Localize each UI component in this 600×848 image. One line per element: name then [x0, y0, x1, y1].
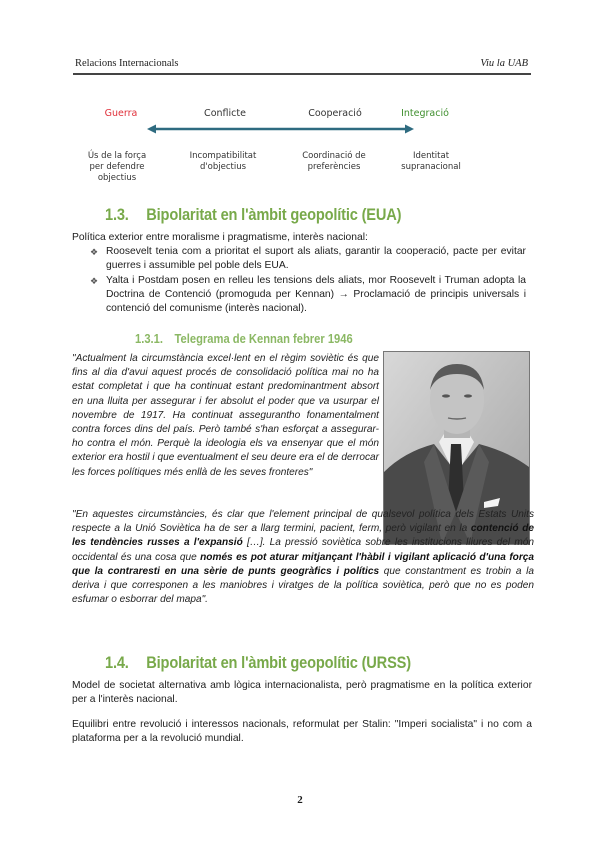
section-title: Bipolaritat en l'àmbit geopolític (URSS) [146, 653, 411, 672]
section-1-3-intro: Política exterior entre moralisme i pragmatisme, interès nacional: [72, 232, 368, 243]
section-number: 1.4. [105, 653, 129, 672]
diamond-bullet-icon: ❖ [90, 276, 99, 286]
diamond-bullet-icon: ❖ [90, 247, 99, 257]
section-title: Bipolaritat en l'àmbit geopolític (EUA) [146, 205, 402, 224]
stage-label-conflict: Conflicte [204, 108, 246, 119]
stage-description-conflict: Incompatibilitat d'objectius [189, 151, 257, 172]
kennan-quote-1: "Actualment la circumstància excel·lent en el règim soviètic és que fins al dia d'avui aquest procés de consolidació política mai no ha estat completat i que ha continuat estant predominantment absort en una lluita per assegurar i fer absolut el poder que va usurpar el novembre de 1917. Ha continuat assegurantho fonamentalment contra forces dins del país. Però també s'han esforçat a assegurar-ho contra el món. Perquè la ideologia els va ensenyar que el món exterior era hostil i que eventualment el seu deure era el de derrocar les forces polítiques més enllà de les seves fronteres" [72, 353, 379, 478]
conflict-spectrum-diagram [70, 100, 500, 200]
section-heading-1-4 [105, 653, 411, 673]
header-source: Viu la UAB [480, 58, 528, 69]
section-number: 1.3. [105, 205, 129, 224]
section-1-4-paragraph-2: Equilibri entre revolució i interessos nacionals, reformulat per Stalin: "Imperi socialista" i no com a plataforma per a la revolució mundial. [72, 719, 532, 744]
stage-label-integration: Integració [401, 108, 449, 119]
bullet-item: ❖ Yalta i Postdam posen en relleu les tensions dels aliats, mor Roosevelt i Truman adopta la Doctrina de Contenció (promoguda per Kennan) → Proclamació de principis universals i contenció del comunisme (interès nacional). [90, 275, 526, 314]
stage-description-cooperation: Coordinació de preferències [302, 151, 366, 172]
page-header [73, 56, 530, 72]
section-heading-1-3 [105, 205, 401, 225]
emphasis-counterforce: només es pot aturar mitjançant l'hàbil i vigilant aplicació d'una força que la contraresti en una sèrie de punts geogràfics i polítics [72, 551, 535, 577]
stage-label-war: Guerra [104, 108, 138, 119]
header-course-title: Relacions Internacionals [75, 58, 179, 69]
kennan-quote-2: "En aquestes circumstàncies, és clar que l'element principal de qualsevol política dels Estats Units respecte a la Unió Soviètica ha de ser a llarg termini, pacient, ferm, però vigilant en la contenció de les tendències russes a l'expansió […]. La pressió soviètica sobre les institucions lliures del món occidental és una cosa que només es pot aturar mitjançant l'hàbil i vigilant aplicació d'una força que la contraresti en una sèrie de punts geogràfics i polítics que constantment es trobin a la deriva i que corresponen a les maniobres i viratges de la política soviètica, però que no es poden esfumar o esborrar del mapa". [72, 509, 535, 606]
subsection-heading-1-3-1 [135, 331, 353, 346]
subsection-number: 1.3.1. [135, 331, 163, 346]
stage-description-integration: Identitat supranacional [401, 151, 461, 172]
double-arrow-icon [147, 124, 414, 134]
page-number: 2 [297, 794, 303, 806]
stage-label-cooperation: Cooperació [308, 108, 362, 119]
subsection-title: Telegrama de Kennan febrer 1946 [174, 331, 353, 346]
section-1-4-paragraph-1: Model de societat alternativa amb lògica internacionalista, però pragmatisme en la política exterior per a l'interès nacional. [72, 680, 532, 705]
header-divider [73, 73, 531, 75]
emphasis-containment: contenció de les tendències russes a l'expansió [72, 523, 534, 549]
stage-description-war: Ús de la força per defendre objectius [87, 151, 147, 183]
bullet-item: ❖ Roosevelt tenia com a prioritat el suport als aliats, garantir la cooperació, pacte per evitar guerres i assumible pel poble dels EUA. [90, 246, 526, 271]
